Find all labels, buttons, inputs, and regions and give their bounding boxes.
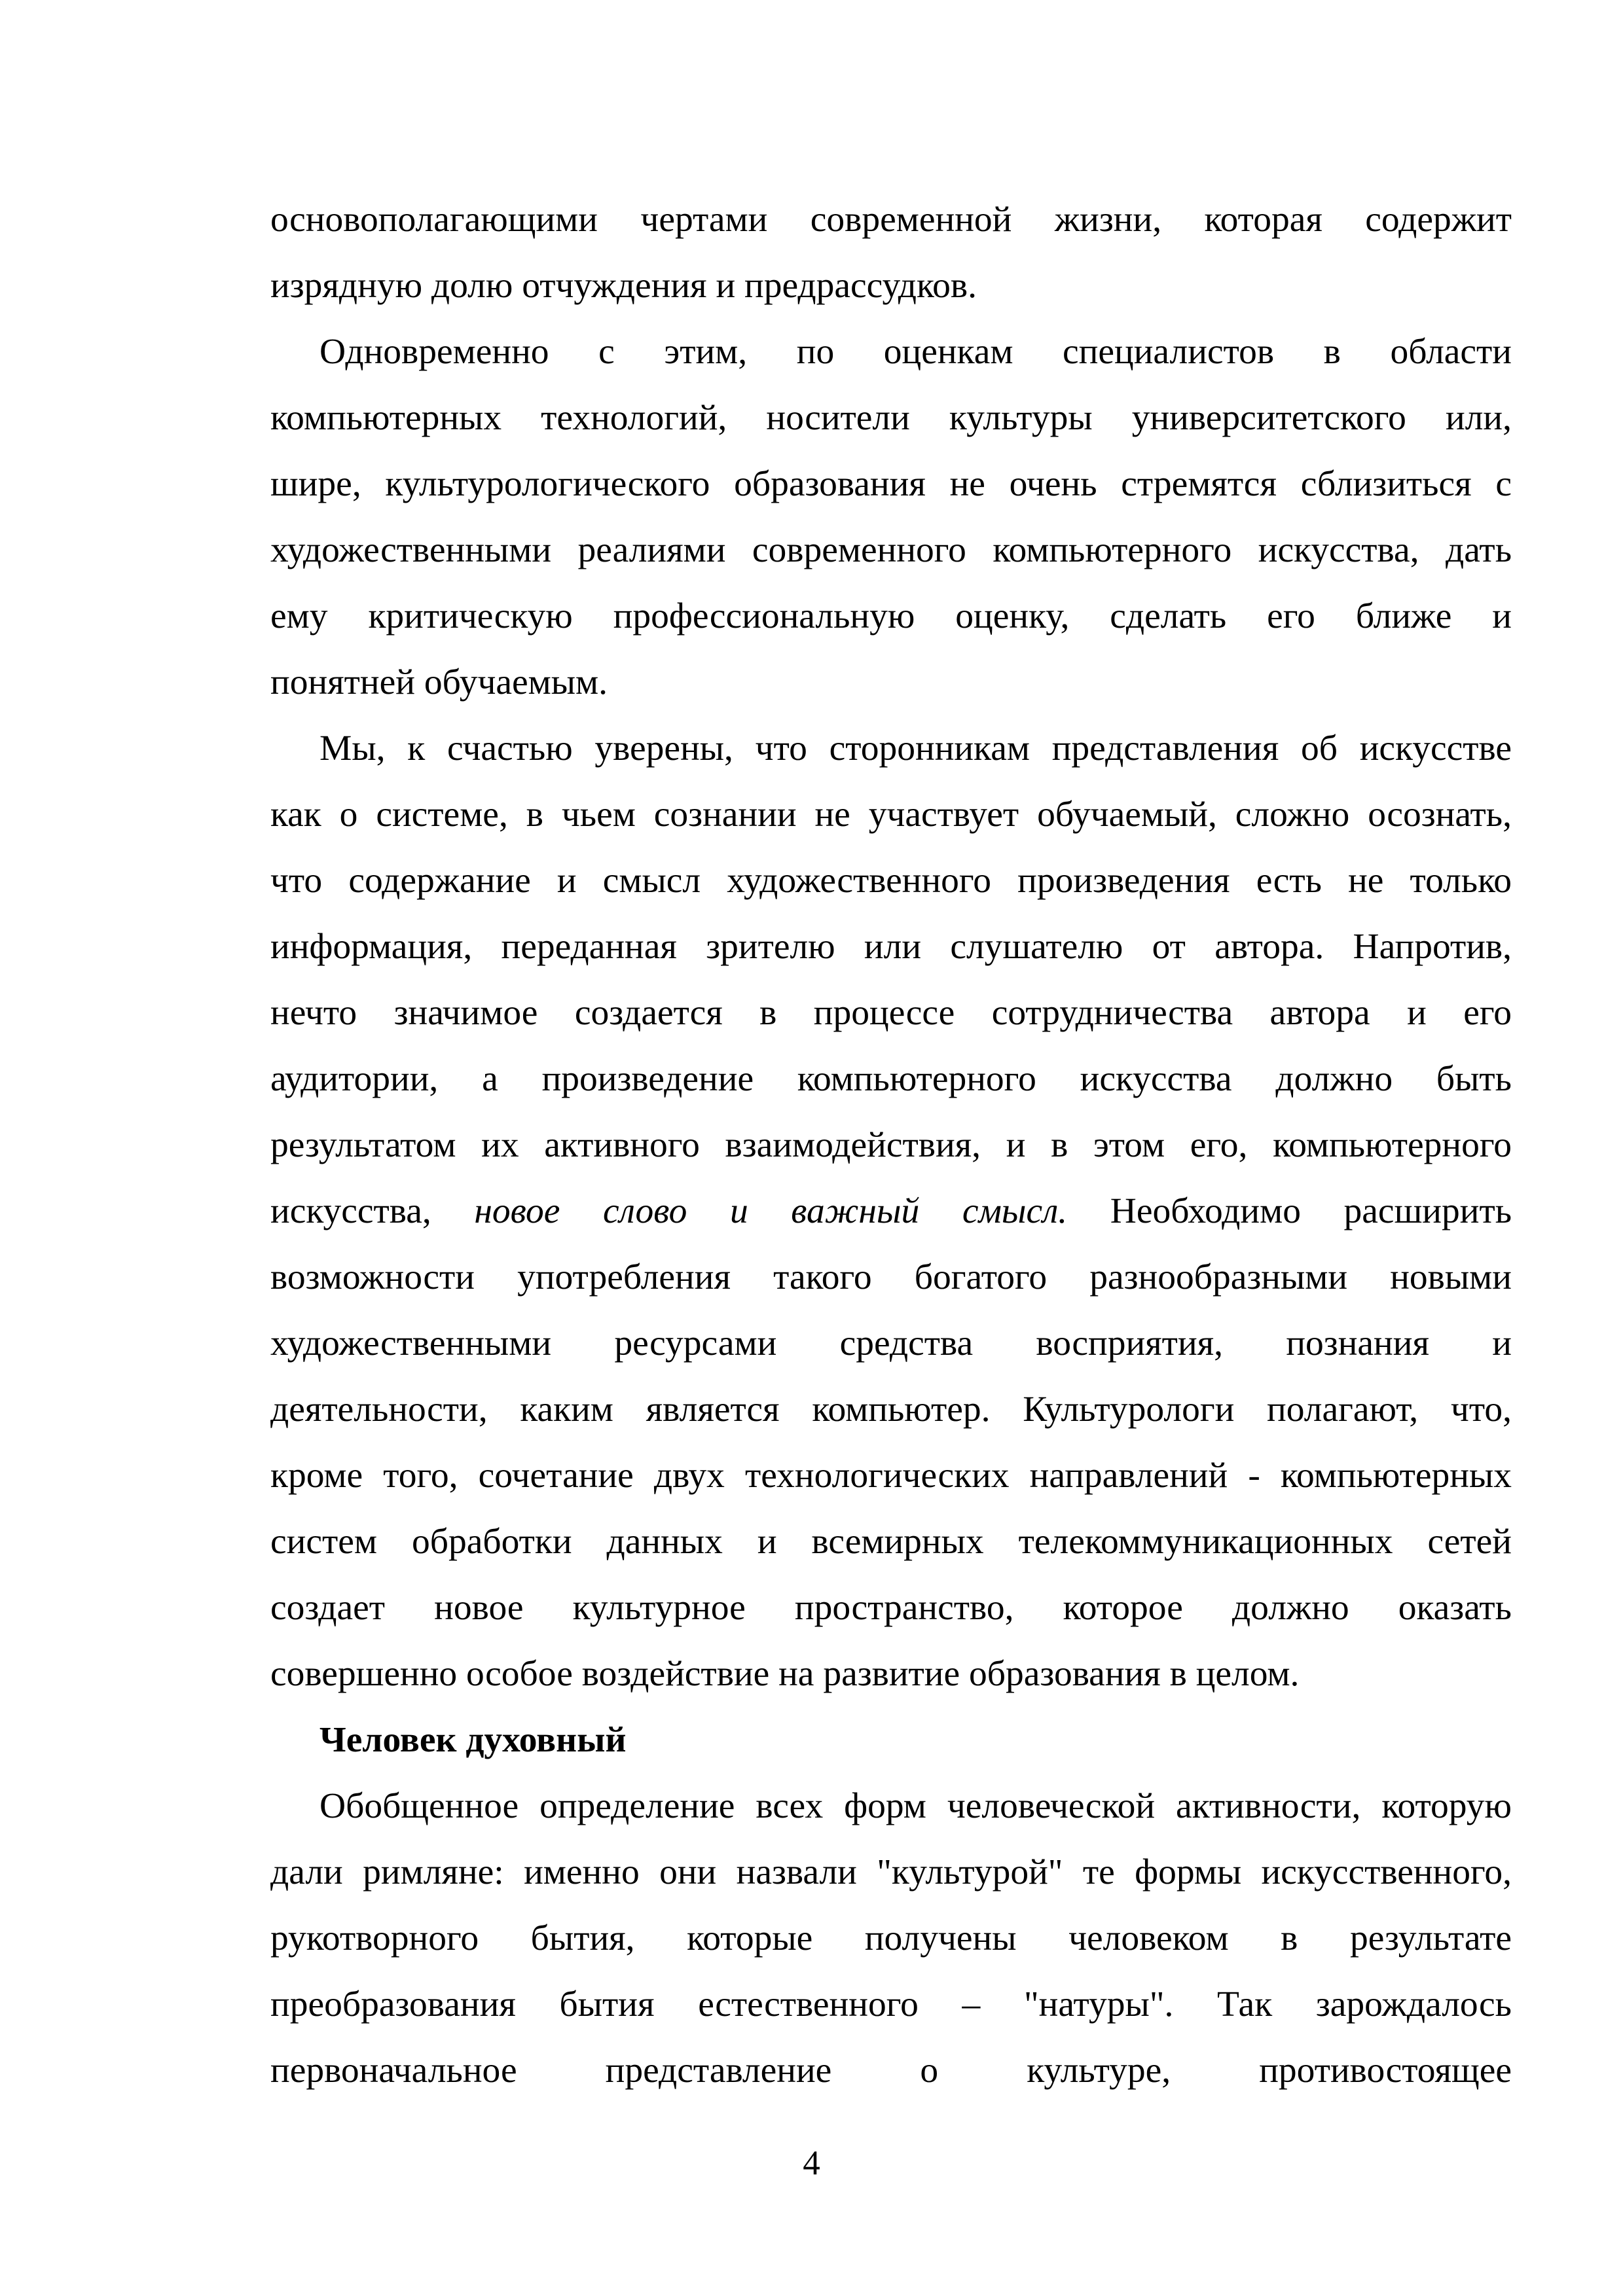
text-line: Обобщенное определение всех форм человеческой активности, которую <box>319 1786 1512 1826</box>
text-line: систем обработки данных и всемирных телекоммуникационных сетей <box>270 1522 1512 1562</box>
document-page <box>270 187 1512 2104</box>
text-line: компьютерных технологий, носители культуры университетского или, <box>270 398 1512 438</box>
paragraph-1 <box>270 187 1512 319</box>
text-line: аудитории, а произведение компьютерного искусства должно быть <box>270 1059 1512 1099</box>
text-line: кроме того, сочетание двух технологических направлений - компьютерных <box>270 1456 1512 1496</box>
text-line: шире, культурологического образования не очень стремятся сблизиться с <box>270 464 1512 504</box>
text-line: создает новое культурное пространство, которое должно оказать <box>270 1588 1512 1628</box>
section-heading: Человек духовный <box>319 1720 627 1760</box>
text-line: что содержание и смысл художественного произведения есть не только <box>270 861 1512 901</box>
text-line: первоначальное представление о культуре, противостоящее <box>270 2051 1512 2090</box>
text-line: дали римляне: именно они назвали "культурой" те формы искусственного, <box>270 1852 1512 1892</box>
text-line: информация, переданная зрителю или слушателю от автора. Напротив, <box>270 927 1512 967</box>
text-line: понятней обучаемым. <box>270 662 608 702</box>
text-line: художественными реалиями современного компьютерного искусства, дать <box>270 530 1512 570</box>
text-line: нечто значимое создается в процессе сотрудничества автора и его <box>270 993 1512 1033</box>
text-line: возможности употребления такого богатого разнообразными новыми <box>270 1257 1512 1297</box>
text-line: совершенно особое воздействие на развитие образования в целом. <box>270 1654 1300 1694</box>
paragraph-4 <box>270 1773 1512 2104</box>
paragraph-2 <box>270 319 1512 715</box>
text-segment: Необходимо расширить <box>1110 1191 1512 1231</box>
text-line: деятельности, каким является компьютер. Культурологи полагают, что, <box>270 1390 1512 1429</box>
text-line: изрядную долю отчуждения и предрассудков. <box>270 266 977 306</box>
text-segment: искусства, <box>270 1191 431 1231</box>
text-line: как о системе, в чьем сознании не участвует обучаемый, сложно осознать, <box>270 795 1512 834</box>
italic-phrase: новое слово и важный смысл. <box>474 1191 1068 1231</box>
paragraph-3 <box>270 715 1512 1707</box>
text-line: Мы, к счастью уверены, что сторонникам представления об искусстве <box>319 728 1512 768</box>
text-line: результатом их активного взаимодействия, и в этом его, компьютерного <box>270 1125 1512 1165</box>
text-line: художественными ресурсами средства восприятия, познания и <box>270 1323 1512 1363</box>
text-line: преобразования бытия естественного – "натуры". Так зарождалось <box>270 1984 1512 2024</box>
text-line: основополагающими чертами современной жизни, которая содержит <box>270 200 1512 240</box>
text-line: рукотворного бытия, которые получены человеком в результате <box>270 1918 1512 1958</box>
text-line-with-italic <box>270 1178 1512 1244</box>
text-line: Одновременно с этим, по оценкам специалистов в области <box>319 332 1512 372</box>
text-line: ему критическую профессиональную оценку, сделать его ближе и <box>270 596 1512 636</box>
page-number: 4 <box>803 2144 820 2182</box>
